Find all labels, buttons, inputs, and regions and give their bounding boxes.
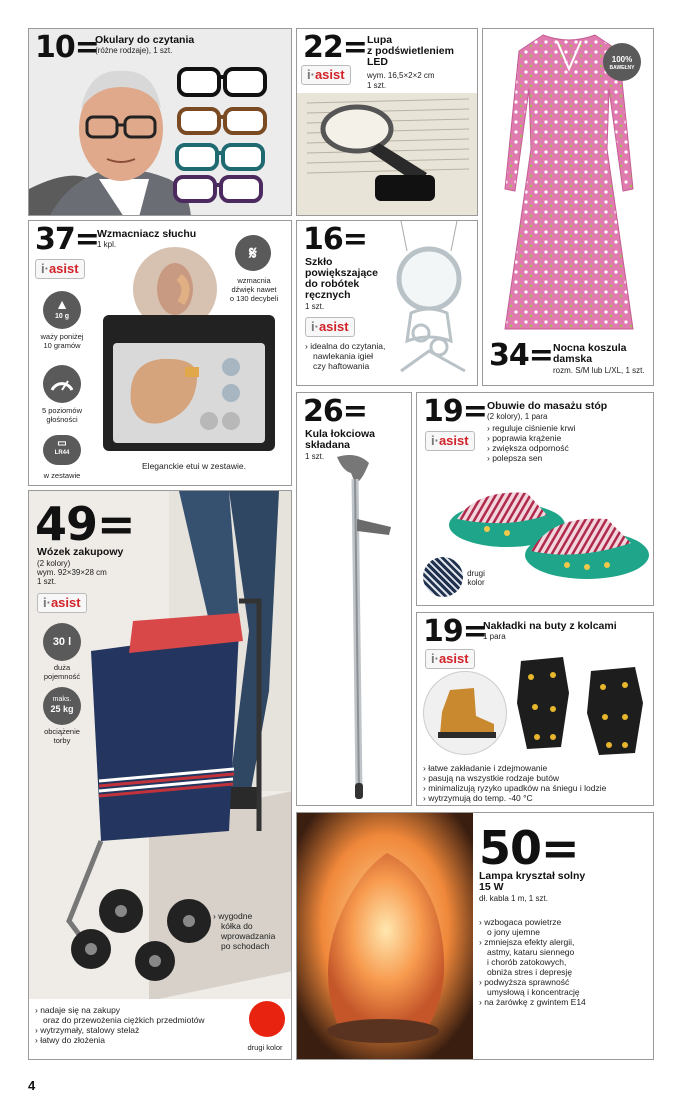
cart-title: Wózek zakupowy xyxy=(37,546,124,558)
volume-gauge-icon xyxy=(43,365,81,403)
slippers-bullets: › reguluje ciśnienie krwi › poprawia krążenie › zwiększa odporność › polepsza sen xyxy=(487,423,576,463)
battery-icon: ▭ LR44 xyxy=(43,435,81,465)
page-number: 4 xyxy=(28,1078,36,1093)
magnifier-note-1: wym. 16,5×2×2 cm xyxy=(367,71,435,80)
capacity-icon: 30 l xyxy=(43,623,81,661)
battery-caption: w zestawie xyxy=(43,471,81,480)
nightgown-price: 34= xyxy=(489,338,553,373)
lamp-bullets: › wzbogaca powietrze o jony ujemne › zmniejsza efekty alergii, astmy, kataru siennego i chorób zatokowych, obniża stres i depresję › podwyższa sprawność umysłową i koncentrację › na żarówkę z gwintem E14 xyxy=(479,917,586,1007)
product-crutch[interactable] xyxy=(296,392,412,806)
lens-bullets: › idealna do czytania, nawlekania igieł czy haftowania xyxy=(305,341,386,371)
slippers-brand-logo: i·asist xyxy=(425,431,475,451)
product-magnifier[interactable] xyxy=(296,28,478,216)
spikes-bullets: › łatwe zakładanie i zdejmowanie › pasują na wszystkie rodzaje butów › minimalizują ryzyko upadków na śniegu i lodzie › wytrzymują do temp. -40 °C xyxy=(423,763,607,803)
lamp-title-2: 15 W xyxy=(479,881,504,893)
cart-color-swatch[interactable] xyxy=(249,1001,285,1037)
cart-wheel-feature: › wygodne kółka do wprowadzania po schodach xyxy=(213,911,276,951)
boot-photo xyxy=(423,671,507,755)
slippers-color-swatch[interactable] xyxy=(423,557,463,597)
product-magnifying-lens[interactable] xyxy=(296,220,478,386)
ear-caption: wzmacnia dźwięk nawet o 130 decybeli xyxy=(229,276,279,303)
crutch-photo xyxy=(317,453,409,803)
slippers-price: 19= xyxy=(423,394,487,429)
nightgown-title-2: damska xyxy=(553,353,593,365)
magnifier-title-3: LED xyxy=(367,56,388,68)
case-caption: Eleganckie etui w zestawie. xyxy=(142,461,246,471)
nightgown-title-1: Nocna koszula xyxy=(553,342,627,354)
crutch-note: 1 szt. xyxy=(305,452,325,461)
spikes-note: 1 para xyxy=(483,632,506,641)
cart-bullets: › nadaje się na zakupy oraz do przewożenia ciężkich przedmiotów › wytrzymały, stalowy stelaż › łatwy do złożenia xyxy=(35,1005,205,1045)
volume-caption: 5 poziomów głośności xyxy=(41,406,83,424)
capacity-caption: duża pojemność xyxy=(43,663,81,681)
product-shopping-cart[interactable] xyxy=(28,490,292,1060)
crutch-title-2: składana xyxy=(305,439,350,451)
hearing-brand-logo: i·asist xyxy=(35,259,85,279)
load-icon: maks. 25 kg xyxy=(43,687,81,725)
magnifier-price: 22= xyxy=(303,30,367,65)
salt-lamp-photo xyxy=(297,813,473,1060)
glasses-price: 10= xyxy=(35,30,99,65)
spikes-photo xyxy=(513,653,653,757)
lens-title-1: Szkło xyxy=(305,256,333,268)
product-nightgown[interactable] xyxy=(482,28,654,386)
ear-icon: 𝄋 xyxy=(235,235,271,271)
hearing-title: Wzmacniacz słuchu xyxy=(97,228,197,240)
lamp-price: 50= xyxy=(479,821,579,875)
cart-note-1: (2 kolory) xyxy=(37,559,71,568)
lens-title-2: powiększające xyxy=(305,267,378,279)
spikes-price: 19= xyxy=(423,614,487,649)
product-massage-slippers[interactable] xyxy=(416,392,654,606)
lens-note: 1 szt. xyxy=(305,302,325,311)
glasses-title: Okulary do czytania xyxy=(95,34,195,46)
lamp-note: dł. kabla 1 m, 1 szt. xyxy=(479,894,548,903)
lens-photo xyxy=(381,221,477,385)
product-glasses[interactable] xyxy=(28,28,292,216)
lamp-title-1: Lampa kryształ solny xyxy=(479,870,586,882)
cotton-badge: 100% BAWEŁNY xyxy=(603,43,641,81)
spikes-brand-logo: i·asist xyxy=(425,649,475,669)
lens-brand-logo: i·asist xyxy=(305,317,355,337)
magnifier-photo xyxy=(297,93,478,216)
cart-brand-logo: i·asist xyxy=(37,593,87,613)
hearing-note: 1 kpl. xyxy=(97,240,117,249)
crutch-price: 26= xyxy=(303,394,367,429)
nightgown-note: rozm. S/M lub L/XL, 1 szt. xyxy=(553,366,645,375)
hearing-price: 37= xyxy=(35,222,99,257)
spikes-title: Nakładki na buty z kolcami xyxy=(483,620,617,632)
lens-title-3: do robótek xyxy=(305,278,360,290)
product-hearing-amplifier[interactable] xyxy=(28,220,292,486)
cart-note-2: wym. 92×39×28 cm xyxy=(37,568,107,577)
weight-icon: ▲ 10 g xyxy=(43,291,81,329)
cart-price: 49= xyxy=(35,497,135,551)
slippers-note: (2 kolory), 1 para xyxy=(487,412,548,421)
glasses-note: (różne rodzaje), 1 szt. xyxy=(95,46,173,55)
magnifier-brand-logo: i·asist xyxy=(301,65,351,85)
hearing-case-photo xyxy=(101,313,277,453)
magnifier-title-2: z podświetleniem xyxy=(367,45,454,57)
cart-color-caption: drugi kolor xyxy=(247,1043,283,1052)
slippers-color-caption: drugi kolor xyxy=(467,569,485,587)
product-shoe-spikes[interactable] xyxy=(416,612,654,806)
magnifier-title-1: Lupa xyxy=(367,34,393,46)
crutch-title-1: Kula łokciowa xyxy=(305,428,376,440)
cart-note-3: 1 szt. xyxy=(37,577,57,586)
magnifier-note-2: 1 szt. xyxy=(367,81,387,90)
lens-title-4: ręcznych xyxy=(305,289,351,301)
slippers-title: Obuwie do masażu stóp xyxy=(487,400,608,412)
weight-caption: waży poniżej 10 gramów xyxy=(40,332,84,350)
load-caption: obciążenie torby xyxy=(44,727,80,745)
lens-price: 16= xyxy=(303,222,367,257)
product-salt-lamp[interactable] xyxy=(296,812,654,1060)
